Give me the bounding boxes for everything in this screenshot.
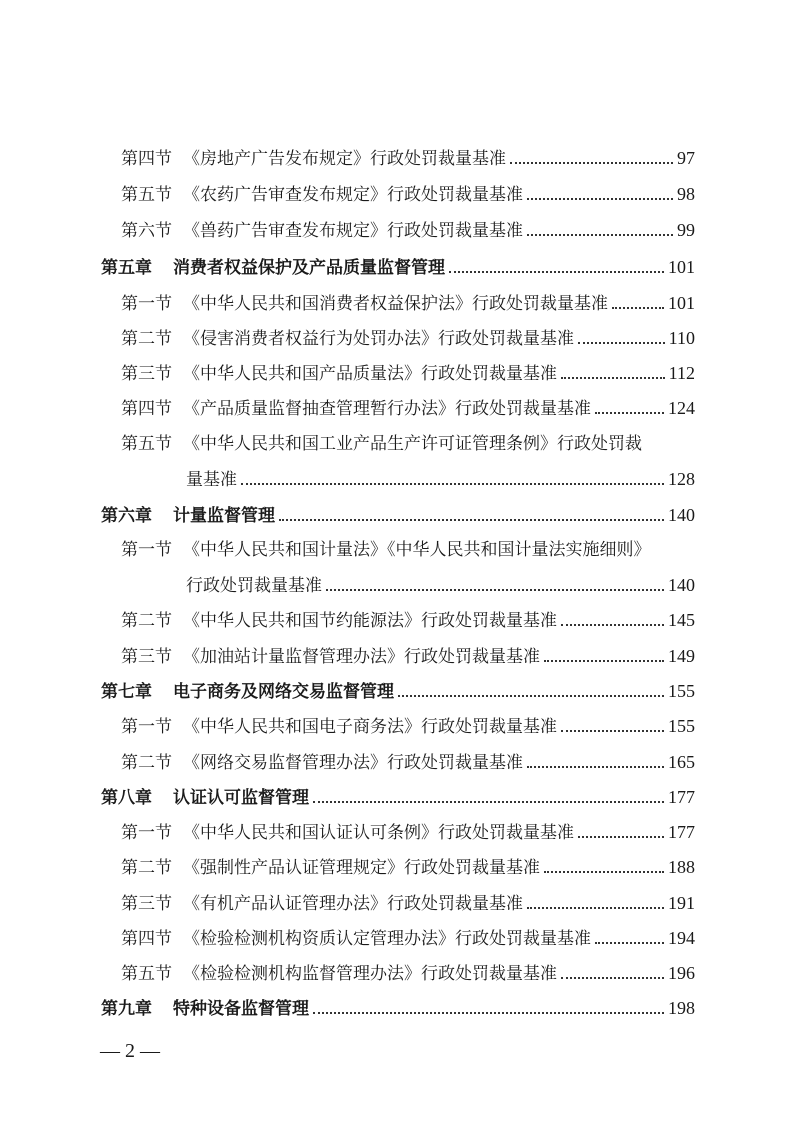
toc-entry-8 [121,433,695,455]
toc-number: 第四节 [121,149,172,169]
dot-leader [527,906,664,909]
toc-title: 《中华人民共和国节约能源法》行政处罚裁量基准 [183,611,557,631]
dot-leader [561,623,664,626]
toc-title-continued: 量基准 [186,470,237,490]
toc-page-number: 110 [668,328,695,348]
toc-number: 第六节 [121,221,172,241]
chapter-title: 电子商务及网络交易监督管理 [173,682,394,702]
dot-leader [544,659,664,662]
toc-entry-19 [121,821,695,843]
toc-page-number: 124 [668,398,695,418]
toc-entry-7 [121,397,695,419]
toc-chapter-8 [101,786,695,808]
toc-title: 《中华人民共和国计量法》《中华人民共和国计量法实施细则》 [183,540,651,560]
toc-title: 《网络交易监督管理办法》行政处罚裁量基准 [183,753,523,773]
toc-page-number: 196 [668,963,695,983]
toc-page-number: 98 [677,184,695,204]
toc-page-number: 145 [668,610,695,630]
toc-title: 《强制性产品认证管理规定》行政处罚裁量基准 [183,858,540,878]
dot-leader [595,941,664,944]
toc-chapter-9 [101,997,695,1019]
chapter-number: 第六章 [101,506,152,526]
toc-page-number: 101 [668,257,695,277]
toc-number: 第二节 [121,611,172,631]
dot-leader [561,976,664,979]
toc-title: 《加油站计量监督管理办法》行政处罚裁量基准 [183,647,540,667]
toc-entry-14 [121,645,695,667]
toc-entry-4 [121,292,695,314]
dot-leader [544,870,664,873]
toc-number: 第四节 [121,399,172,419]
toc-page-number: 155 [668,681,695,701]
dot-leader [398,694,664,697]
dot-leader [527,233,673,236]
toc-number: 第五节 [121,434,172,454]
page-footer-number: — 2 — [100,1040,160,1062]
dot-leader [313,800,664,803]
toc-chapter-7 [101,680,695,702]
chapter-title: 特种设备监督管理 [173,999,309,1019]
toc-number: 第三节 [121,647,172,667]
toc-page-number: 191 [668,893,695,913]
toc-entry-16 [121,715,695,737]
dot-leader [595,411,664,414]
chapter-number: 第九章 [101,999,152,1019]
toc-number: 第三节 [121,894,172,914]
toc-page-number: 194 [668,928,695,948]
toc-page-number: 97 [677,148,695,168]
toc-title: 《中华人民共和国工业产品生产许可证管理条例》行政处罚裁 [183,434,642,454]
toc-entry-2 [121,219,695,241]
dot-leader [241,482,664,485]
toc-number: 第一节 [121,823,172,843]
toc-entry-11-continued [186,574,695,596]
toc-page-number: 140 [668,505,695,525]
dot-leader [313,1011,664,1014]
dot-leader [578,835,664,838]
dot-leader [527,765,664,768]
toc-number: 第二节 [121,329,172,349]
toc-number: 第五节 [121,185,172,205]
toc-entry-17 [121,751,695,773]
chapter-number: 第八章 [101,788,152,808]
toc-entry-6 [121,362,695,384]
toc-page-number: 99 [677,220,695,240]
toc-title: 《检验检测机构资质认定管理办法》行政处罚裁量基准 [183,929,591,949]
dot-leader [527,197,673,200]
toc-number: 第五节 [121,964,172,984]
toc-title: 《农药广告审查发布规定》行政处罚裁量基准 [183,185,523,205]
toc-entry-22 [121,927,695,949]
toc-entry-1 [121,183,695,205]
toc-title: 《中华人民共和国认证认可条例》行政处罚裁量基准 [183,823,574,843]
dot-leader [561,729,664,732]
toc-entry-20 [121,856,695,878]
toc-title: 《侵害消费者权益行为处罚办法》行政处罚裁量基准 [183,329,574,349]
toc-page-number: 155 [668,716,695,736]
dot-leader [326,588,664,591]
toc-page-number: 177 [668,822,695,842]
toc-title: 《产品质量监督抽查管理暂行办法》行政处罚裁量基准 [183,399,591,419]
toc-page-number: 140 [668,575,695,595]
toc-title: 《中华人民共和国消费者权益保护法》行政处罚裁量基准 [183,294,608,314]
toc-entry-0 [121,147,695,169]
dot-leader [279,518,664,521]
toc-chapter-5 [101,256,695,278]
toc-page-number: 188 [668,857,695,877]
toc-entry-5 [121,327,695,349]
toc-page-number: 177 [668,787,695,807]
toc-page-number: 198 [668,998,695,1018]
toc-entry-23 [121,962,695,984]
toc-page-number: 128 [668,469,695,489]
toc-number: 第二节 [121,753,172,773]
toc-entry-13 [121,609,695,631]
toc-title: 《房地产广告发布规定》行政处罚裁量基准 [183,149,506,169]
toc-title: 《中华人民共和国电子商务法》行政处罚裁量基准 [183,717,557,737]
toc-number: 第一节 [121,540,172,560]
chapter-number: 第七章 [101,682,152,702]
toc-title: 《中华人民共和国产品质量法》行政处罚裁量基准 [183,364,557,384]
toc-page-number: 112 [668,363,695,383]
toc-title-continued: 行政处罚裁量基准 [186,576,322,596]
chapter-title: 认证认可监督管理 [173,788,309,808]
chapter-title: 消费者权益保护及产品质量监督管理 [173,258,445,278]
dot-leader [561,376,665,379]
chapter-title: 计量监督管理 [173,506,275,526]
toc-number: 第一节 [121,294,172,314]
dot-leader [449,270,664,273]
toc-entry-21 [121,892,695,914]
dot-leader [510,161,673,164]
toc-title: 《检验检测机构监督管理办法》行政处罚裁量基准 [183,964,557,984]
toc-number: 第一节 [121,717,172,737]
dot-leader [612,306,664,309]
toc-number: 第三节 [121,364,172,384]
toc-page-number: 165 [668,752,695,772]
toc-entry-8-continued [186,468,695,490]
dot-leader [578,341,665,344]
chapter-number: 第五章 [101,258,152,278]
toc-page-number: 149 [668,646,695,666]
toc-page-number: 101 [668,293,695,313]
toc-title: 《兽药广告审查发布规定》行政处罚裁量基准 [183,221,523,241]
toc-title: 《有机产品认证管理办法》行政处罚裁量基准 [183,894,523,914]
toc-chapter-6 [101,504,695,526]
toc-number: 第四节 [121,929,172,949]
toc-entry-11 [121,539,695,561]
toc-number: 第二节 [121,858,172,878]
